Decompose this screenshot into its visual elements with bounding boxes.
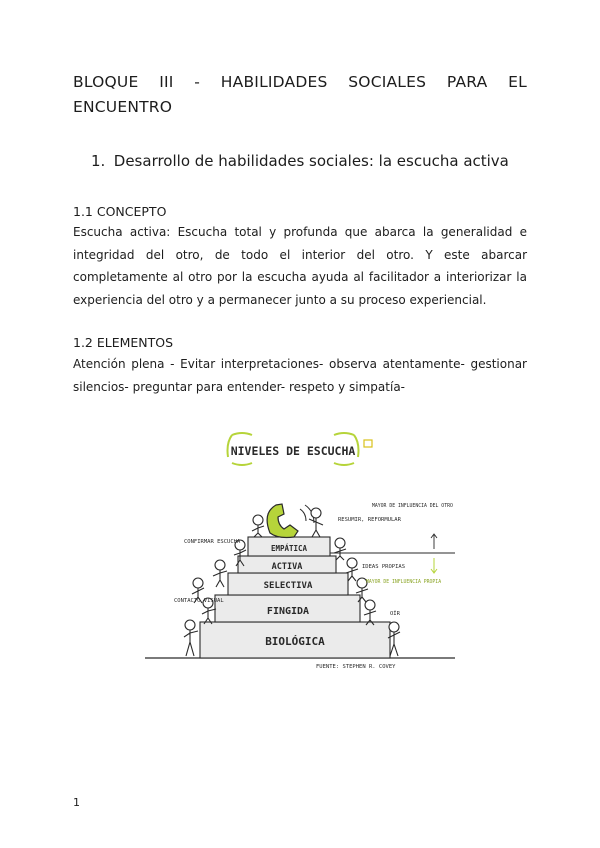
level-empatica: EMPÁTICA <box>270 544 308 553</box>
annotation-mayor-influencia-otro: MAYOR DE INFLUENCIA DEL OTRO <box>372 504 453 509</box>
arrow-down-icon <box>431 558 437 573</box>
figure-person <box>184 620 198 656</box>
figure-person <box>252 515 264 537</box>
annotation-resumir: RESUMIR, REFORMULAR <box>338 517 401 523</box>
niveles-de-escucha-figure <box>140 425 460 680</box>
figure-person <box>213 560 227 587</box>
level-biologica: BIOLÓGICA <box>265 635 325 648</box>
level-fingida: FINGIDA <box>266 606 310 617</box>
subsection-heading-elementos: 1.2 ELEMENTOS <box>73 335 174 350</box>
figure-source: FUENTE: STEPHEN R. COVEY <box>316 664 396 670</box>
page-number: 1 <box>73 796 80 809</box>
niveles-de-escucha-illustration <box>140 425 460 680</box>
section-heading <box>91 150 509 172</box>
concepto-paragraph: Escucha activa: Escucha total y profunda que abarca la generalidad e integridad del otro, de todo el interior del otro. Y este abarcar completamente al otro por la escucha ayuda al facilitador a interiorizar la experiencia del otro y a permanecer junto a su proceso experiencial. <box>73 225 527 307</box>
annotation-contacto-visual: CONTACTO VISUAL <box>174 598 224 604</box>
section-title: Desarrollo de habilidades sociales: la escucha activa <box>113 152 509 170</box>
document-title: BLOQUE III - HABILIDADES SOCIALES PARA EL ENCUENTRO <box>73 73 527 116</box>
annotation-mayor-influencia-propia: MAYOR DE INFLUENCIA PROPIA <box>366 580 442 585</box>
influence-arrows <box>366 503 453 585</box>
elementos-paragraph: Atención plena - Evitar interpretaciones- observa atentamente- gestionar silencios- preguntar para entender- respeto y simpatía- <box>73 357 527 394</box>
figure-title: NIVELES DE ESCUCHA <box>230 444 356 458</box>
arrow-up-icon <box>431 534 437 549</box>
figure-person <box>364 600 376 625</box>
subsection-heading-concepto: 1.1 CONCEPTO <box>73 204 167 219</box>
section-number: 1. <box>91 152 106 170</box>
annotation-oir: OÍR <box>390 611 400 617</box>
figure-person <box>309 508 323 537</box>
level-activa: ACTIVA <box>271 562 303 572</box>
annotation-ideas-propias: IDEAS PROPIAS <box>362 564 406 570</box>
level-selectiva: SELECTIVA <box>263 581 313 591</box>
annotation-confirmar-escucha: CONFIRMAR ESCUCHA <box>184 539 241 545</box>
telephone-icon <box>267 504 314 538</box>
